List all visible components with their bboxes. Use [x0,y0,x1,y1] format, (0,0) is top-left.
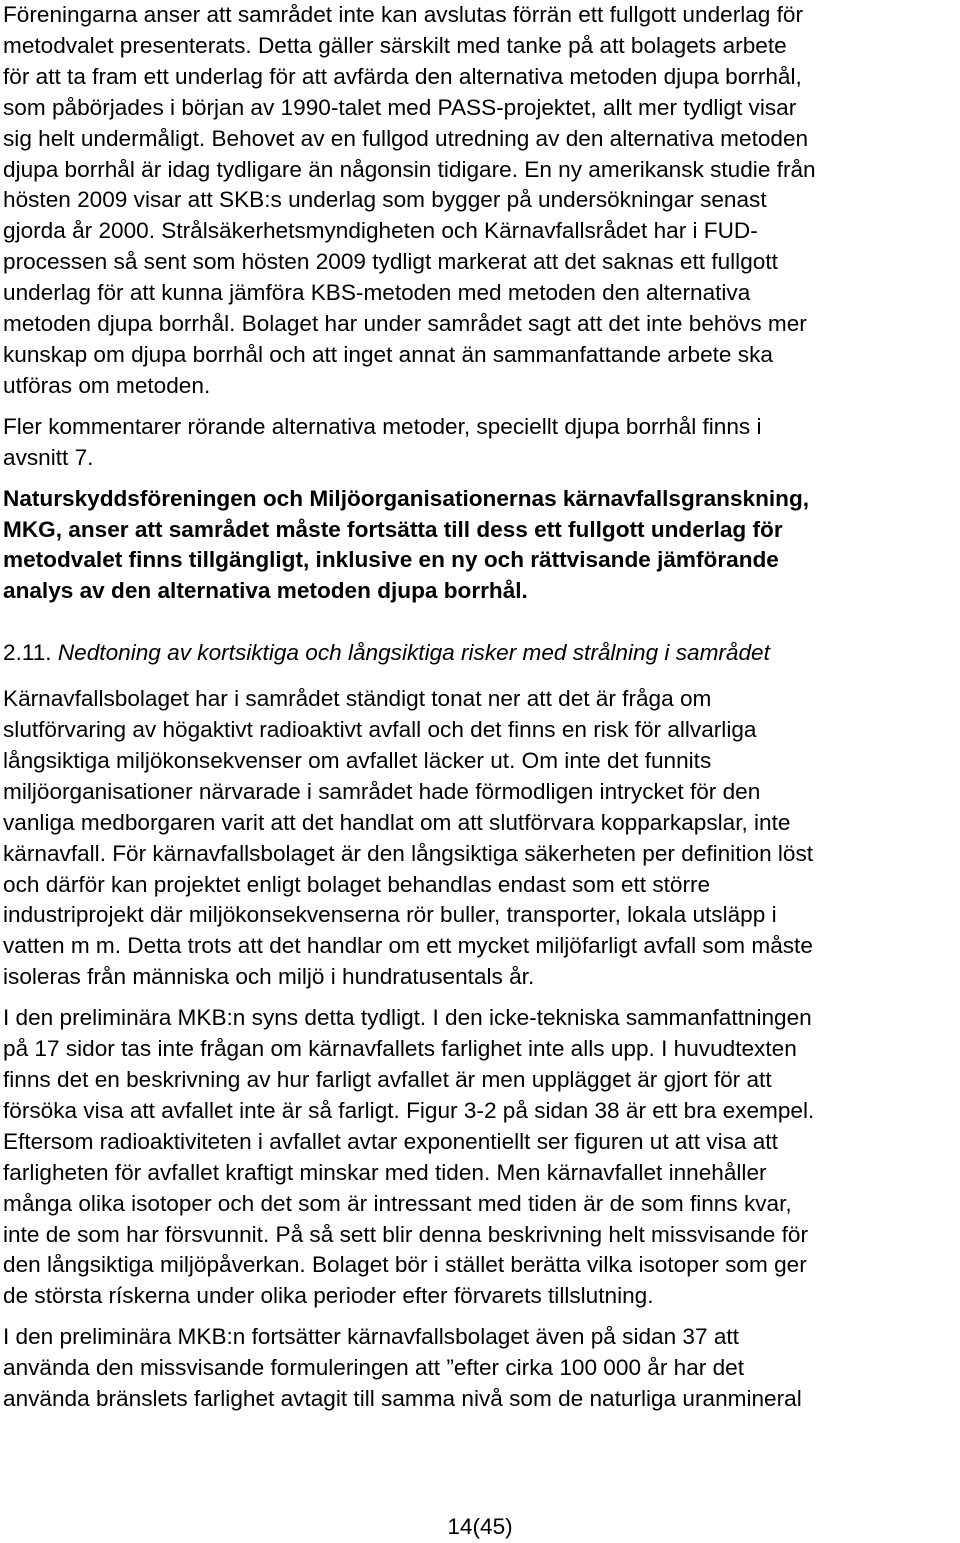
paragraph-4 [3,684,957,993]
text-line: industriprojekt där miljökonsekvenserna rör buller, transporter, lokala utsläpp i [3,902,777,928]
text-line: kunskap om djupa borrhål och att inget annat än sammanfattande arbete ska [3,341,773,367]
text-line: Fler kommentarer rörande alternativa metoder, speciellt djupa borrhål finns i [3,413,762,439]
text-line: Eftersom radioaktiviteten i avfallet avtar exponentiellt ser figuren ut att visa att [3,1128,778,1154]
paragraph-gap [3,607,957,638]
text-line: som påbörjades i början av 1990-talet med PASS-projektet, allt mer tydligt visar [3,94,797,120]
text-line: MKG, anser att samrådet måste fortsätta till dess ett fullgott underlag för [3,516,783,542]
paragraph-gap [3,993,957,1003]
text-line: slutförvaring av högaktivt radioaktivt avfall och det finns en risk för allvarliga [3,717,757,743]
text-line: inte de som har försvunnit. På så sett blir denna beskrivning helt missvisande för [3,1221,808,1247]
document-page [3,0,957,1415]
text-line: den långsiktiga miljöpåverkan. Bolaget bör i stället berätta vilka isotoper som ger [3,1252,807,1278]
text-line: försöka visa att avfallet inte är så farligt. Figur 3-2 på sidan 38 är ett bra exempel. [3,1097,815,1123]
text-line: utföras om metoden. [3,372,211,398]
text-line: I den preliminära MKB:n syns detta tydligt. I den icke-tekniska sammanfattningen [3,1005,812,1031]
text-line: de största rískerna under olika perioder efter förvarets tillslutning. [3,1283,654,1309]
text-line: farligheten för avfallet kraftigt minskar med tiden. Men kärnavfallet innehåller [3,1159,767,1185]
paragraph-3-bold-statement [3,484,957,608]
page-number: 14(45) [447,1514,513,1539]
section-heading [3,638,957,669]
text-line: avsnitt 7. [3,444,94,470]
text-line: långsiktiga miljökonsekvenser om avfallet läcker ut. Om inte det funnits [3,747,712,773]
text-line: sig helt undermåligt. Behovet av en fullgod utredning av den alternativa metoden [3,125,809,151]
text-line: processen så sent som hösten 2009 tydligt markerat att det saknas ett fullgott [3,249,778,275]
text-line: för att ta fram ett underlag för att avfärda den alternativa metoden djupa borrhål, [3,63,802,89]
text-line: analys av den alternativa metoden djupa borrhål. [3,578,528,604]
text-line: många olika isotoper och det som är intressant med tiden är de som finns kvar, [3,1190,792,1216]
text-line: Föreningarna anser att samrådet inte kan avslutas förrän ett fullgott underlag för [3,2,804,27]
text-line: använda den missvisande formuleringen att ”efter cirka 100 000 år har det [3,1355,744,1381]
text-line: finns det en beskrivning av hur farligt avfallet är men upplägget är gjort för att [3,1067,772,1092]
text-line: vatten m m. Detta trots att det handlar om ett mycket miljöfarligt avfall som måste [3,933,813,959]
text-line: Naturskyddsföreningen och Miljöorganisationernas kärnavfallsgranskning, [3,485,810,511]
text-line: metodvalet presenterats. Detta gäller särskilt med tanke på att bolagets arbete [3,32,787,58]
text-line: använda bränslets farlighet avtagit till samma nivå som de naturliga uranmineral [3,1386,802,1412]
paragraph-5 [3,1003,957,1312]
text-line: isoleras från människa och miljö i hundratusentals år. [3,964,535,990]
text-line: I den preliminära MKB:n fortsätter kärnavfallsbolaget även på sidan 37 att [3,1324,739,1350]
text-line: och därför kan projektet enligt bolaget behandlas endast som ett större [3,871,711,897]
text-line: underlag för att kunna jämföra KBS-metoden med metoden den alternativa [3,280,751,306]
text-line: vanliga medborgaren varit att det handlat om att slutförvara kopparkapslar, inte [3,809,791,835]
text-line: metodvalet finns tillgängligt, inklusive en ny och rättvisande jämförande [3,547,779,573]
text-line: gjorda år 2000. Strålsäkerhetsmyndigheten och Kärnavfallsrådet har i FUD- [3,218,758,244]
section-title: Nedtoning av kortsiktiga och långsiktiga risker med strålning i samrådet [57,640,770,666]
paragraph-1 [3,0,957,402]
text-line: kärnavfall. För kärnavfallsbolaget är den långsiktiga säkerheten per definition löst [3,840,814,866]
paragraph-gap [3,402,957,412]
paragraph-gap [3,474,957,484]
paragraph-gap [3,669,957,684]
text-line: metoden djupa borrhål. Bolaget har under samrådet sagt att det inte behövs mer [3,311,807,337]
paragraph-6 [3,1322,957,1415]
paragraph-gap [3,1312,957,1322]
text-line: Kärnavfallsbolaget har i samrådet ständigt tonat ner att det är fråga om [3,686,712,712]
text-line: hösten 2009 visar att SKB:s underlag som bygger på undersökningar senast [3,187,767,213]
text-line: på 17 sidor tas inte frågan om kärnavfallets farlighet inte alls upp. I huvudtexten [3,1036,797,1062]
section-number: 2.11. [3,640,58,666]
paragraph-2 [3,412,957,474]
text-line: miljöorganisationer närvarade i samrådet hade förmodligen intrycket för den [3,778,761,804]
text-line: djupa borrhål är idag tydligare än någonsin tidigare. En ny amerikansk studie från [3,156,816,182]
